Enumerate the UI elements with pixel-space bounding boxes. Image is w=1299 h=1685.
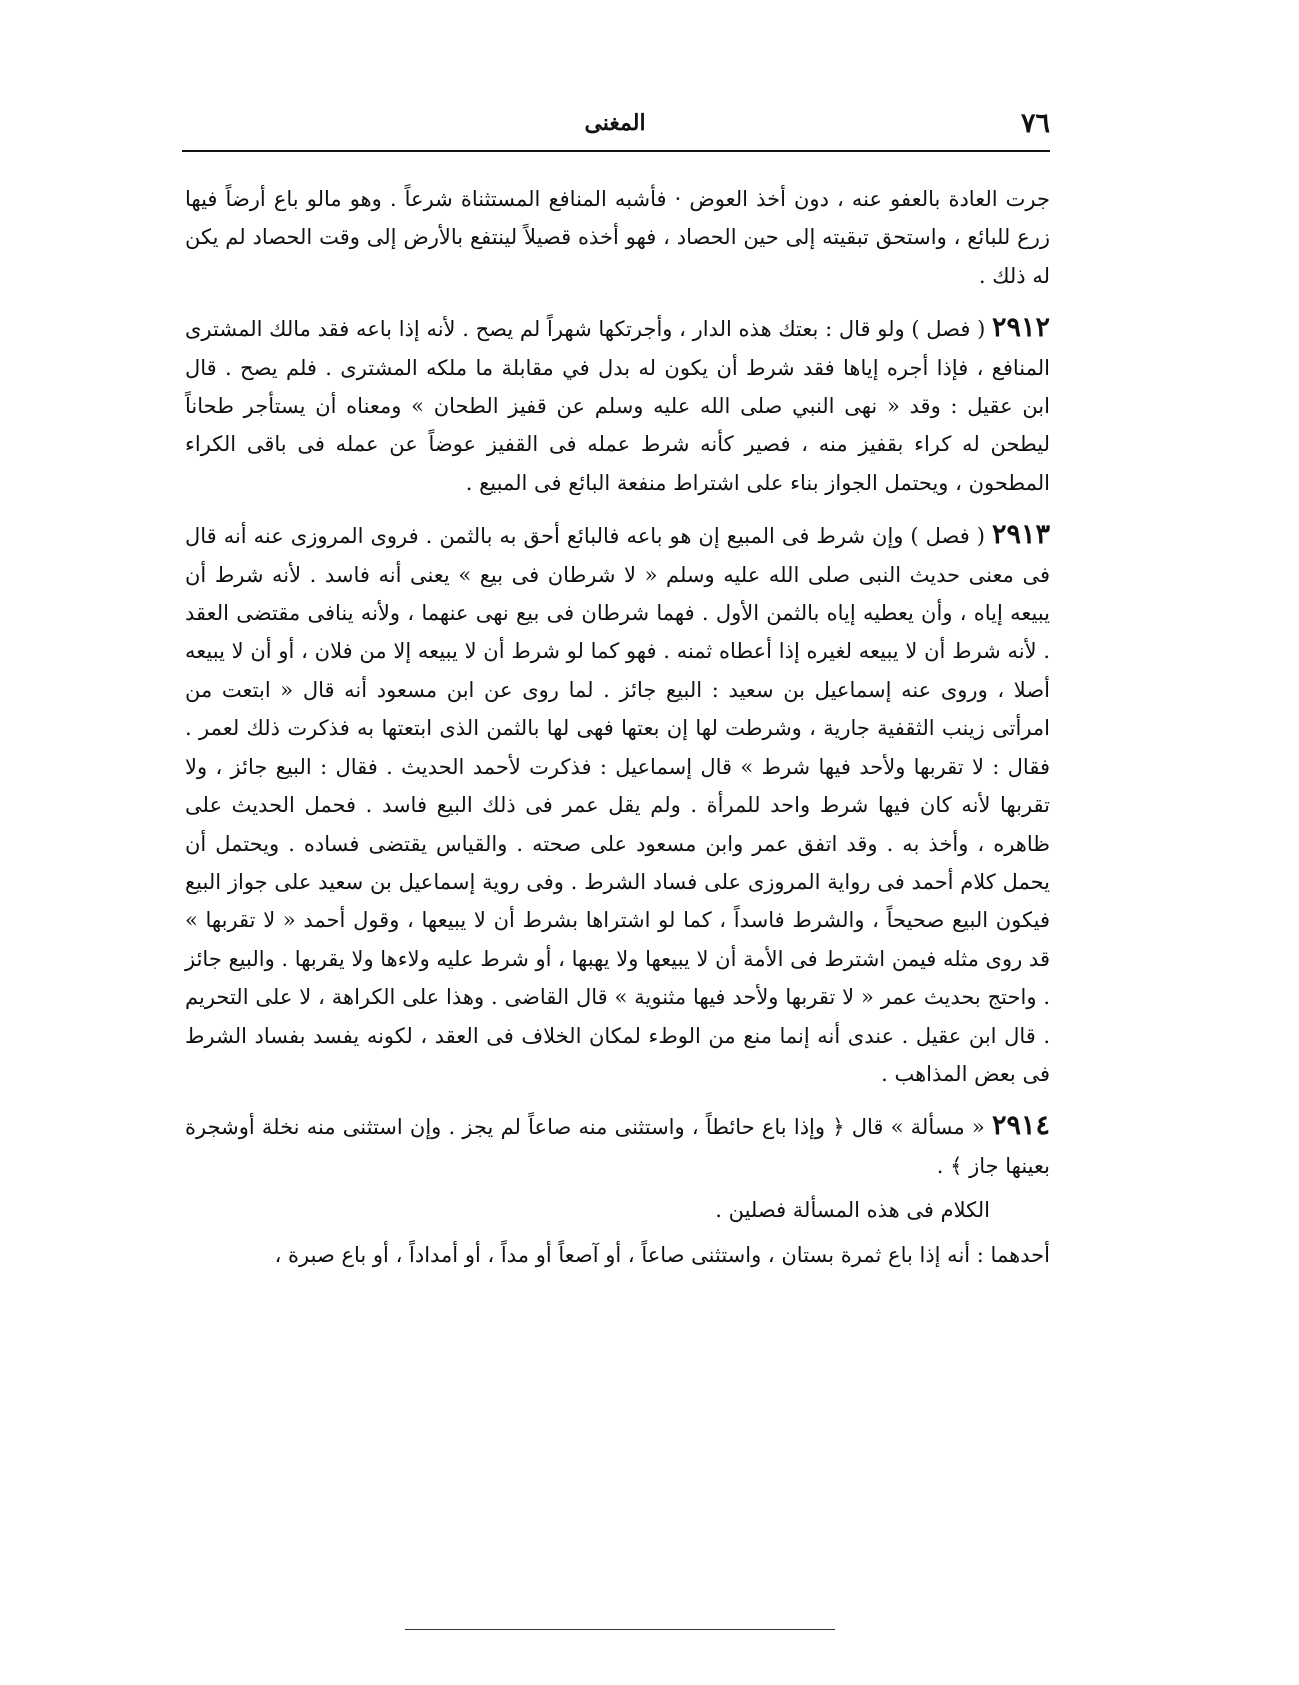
section-number: ٢٩١٢ [991, 312, 1050, 344]
section-number: ٢٩١٤ [991, 1110, 1050, 1142]
paragraph-text: أحدهما : أنه إذا باع ثمرة بستان ، واستثنى صاعاً ، أو آصعاً أو مداً ، أو أمداداً ، أو باع صبرة ، [274, 1242, 1050, 1267]
page-header [180, 108, 1050, 152]
running-title: المغنى [584, 110, 646, 136]
paragraph-text: الكلام فى هذه المسألة فصلين . [715, 1198, 990, 1223]
paragraph-text: ( فصل ) وإن شرط فى المبيع إن هو باعه فالبائع أحق به بالثمن . فروى المروزى عنه أنه قال فى معنى حديث النبى صلى الله عليه وسلم « لا شرطان فى بيع » يعنى أنه فاسد . لأنه شرط أن يبيعه إياه ، وأن يعطيه إياه بالثمن الأول . فهما شرطان فى بيع نهى عنهما ، ولأنه ينافى مقتضى العقد . لأنه شرط أن لا يبيعه لغيره إذا أعطاه ثمنه . فهو كما لو شرط أن لا يبيعه إلا من فلان ، أو أن لا يبيعه أصلا ، وروى عنه إسماعيل بن سعيد : البيع جائز . لما روى عن ابن مسعود أنه قال « ابتعت من امرأتى زينب الثقفية جارية ، وشرطت لها إن بعتها فهى لها بالثمن الذى ابتعتها به فذكرت ذلك لعمر . فقال : لا تقربها ولأحد فيها شرط » قال إسماعيل : فذكرت لأحمد الحديث . فقال : البيع جائز ، ولا تقربها لأنه كان فيها شرط واحد للمرأة . ولم يقل عمر فى ذلك البيع فاسد . فحمل الحديث على ظاهره ، وأخذ به . وقد اتفق عمر وابن مسعود على صحته . والقياس يقتضى فساده . ويحتمل أن يحمل كلام أحمد فى رواية المروزى على فساد الشرط . وفى روية إسماعيل بن سعيد على جواز البيع فيكون البيع صحيحاً ، والشرط فاسداً ، كما لو اشتراها بشرط أن لا يبيعها ، وقول أحمد « لا تقربها » قد روى مثله فيمن اشترط فى الأمة أن لا يبيعها ولا يهبها ، أو شرط عليه ولاءها ولا يقربها . والبيع جائز . واحتج بحديث عمر « لا تقربها ولأحد فيها مثنوية » قال القاضى . وهذا على الكراهة ، لا على التحريم . قال ابن عقيل . عندى أنه إنما منع من الوطء لمكان الخلاف فى العقد ، لكونه يفسد بفساد الشرط فى بعض المذاهب . [185, 524, 1050, 1086]
paragraph-first-case [185, 1236, 1050, 1274]
header-rule [182, 150, 1050, 152]
footer-rule [405, 1629, 835, 1630]
paragraph-intro [185, 1191, 1050, 1229]
paragraph-2912 [185, 309, 1050, 502]
page-number: ٧٦ [1020, 108, 1050, 139]
body-text [185, 180, 1050, 1274]
paragraph-2913 [185, 516, 1050, 1093]
paragraph-text: جرت العادة بالعفو عنه ، دون أخذ العوض · فأشبه المنافع المستثناة شرعاً . وهو مالو باع أرضاً فيها زرع للبائع ، واستحق تبقيته إلى حين الحصاد ، فهو أخذه قصيلاً لينتفع بالأرض إلى وقت الحصاد لم يكن له ذلك . [185, 187, 1050, 288]
section-number: ٢٩١٣ [992, 519, 1051, 551]
paragraph-text: ( فصل ) ولو قال : بعتك هذه الدار ، وأجرتكها شهراً لم يصح . لأنه إذا باعه فقد مالك المشترى المنافع ، فإذا أجره إياها فقد شرط أن يكون له بدل في مقابلة ما ملكه المشترى . فلم يصح . قال ابن عقيل : وقد « نهى النبي صلى الله عليه وسلم عن قفيز الطحان » ومعناه أن يستأجر طحاناً ليطحن له كراء بقفيز منه ، فصير كأنه شرط عمله فى القفيز عوضاً عن عمله فى باقى الكراء المطحون ، ويحتمل الجواز بناء على اشتراط منفعة البائع فى المبيع . [185, 317, 1050, 495]
paragraph-continuation [185, 180, 1050, 295]
paragraph-2914 [185, 1107, 1050, 1185]
paragraph-text: « مسألة » قال ﴿ وإذا باع حائطاً ، واستثنى منه صاعاً لم يجز . وإن استثنى منه نخلة أوشجرة بعينها جاز ﴾ . [185, 1115, 1050, 1178]
